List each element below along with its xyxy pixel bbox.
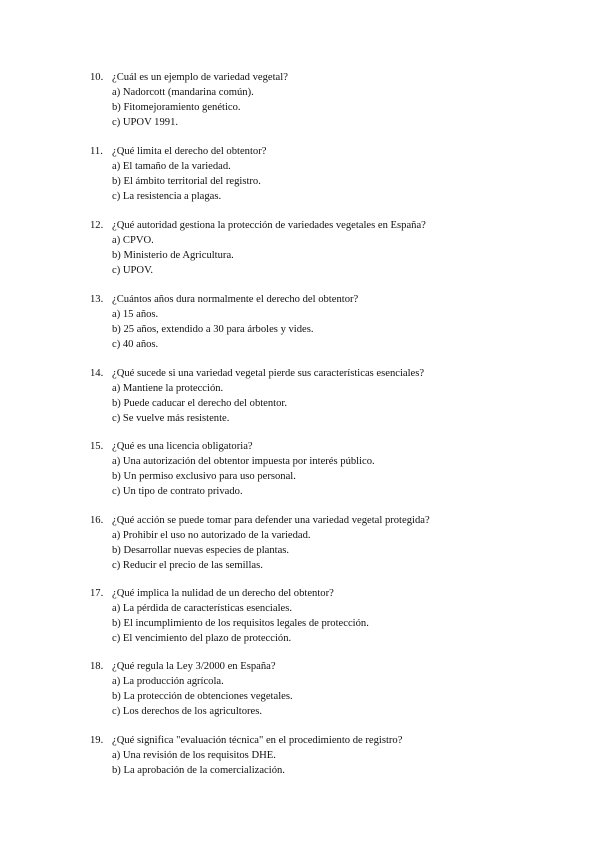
question-text: [90, 586, 570, 601]
question-prompt: ¿Qué acción se puede tomar para defender una variedad vegetal protegida?: [112, 515, 430, 526]
question-13: [90, 292, 570, 352]
answer-option-a: a) Una revisión de los requisitos DHE.: [112, 750, 276, 761]
answer-option-c: c) UPOV.: [112, 265, 154, 276]
question-number: 14.: [90, 368, 104, 379]
question-text: [90, 70, 570, 85]
answer-option-c: c) Un tipo de contrato privado.: [112, 486, 243, 497]
question-prompt: ¿Qué significa "evaluación técnica" en el procedimiento de registro?: [112, 735, 403, 746]
question-number: 12.: [90, 220, 104, 231]
question-11: [90, 144, 570, 204]
question-text: [90, 292, 570, 307]
question-prompt: ¿Qué es una licencia obligatoria?: [112, 441, 253, 452]
answer-option-a: a) La producción agrícola.: [112, 676, 224, 687]
answer-option-a: a) La pérdida de características esenciales.: [112, 603, 292, 614]
question-15: [90, 439, 570, 499]
question-number: 10.: [90, 72, 104, 83]
answer-option-a: a) Mantiene la protección.: [112, 383, 224, 394]
question-prompt: ¿Qué autoridad gestiona la protección de variedades vegetales en España?: [112, 220, 426, 231]
question-prompt: ¿Qué sucede si una variedad vegetal pierde sus características esenciales?: [112, 368, 425, 379]
answer-option-c: c) Reducir el precio de las semillas.: [112, 560, 263, 571]
question-text: [90, 366, 570, 381]
question-18: [90, 659, 570, 719]
answer-option-a: a) 15 años.: [112, 309, 159, 320]
answer-option-b: b) Desarrollar nuevas especies de plantas.: [112, 545, 290, 556]
answer-option-b: b) Puede caducar el derecho del obtentor.: [112, 398, 288, 409]
question-12: [90, 218, 570, 278]
question-14: [90, 366, 570, 426]
answer-option-c: c) 40 años.: [112, 339, 159, 350]
answer-option-b: b) Fitomejoramiento genético.: [112, 102, 241, 113]
question-number: 11.: [90, 146, 103, 157]
question-text: [90, 218, 570, 233]
question-prompt: ¿Qué implica la nulidad de un derecho del obtentor?: [112, 588, 334, 599]
answer-option-c: c) UPOV 1991.: [112, 117, 179, 128]
question-16: [90, 513, 570, 573]
answer-option-a: a) CPVO.: [112, 235, 154, 246]
answer-option-a: a) Prohibir el uso no autorizado de la variedad.: [112, 530, 311, 541]
question-number: 18.: [90, 661, 104, 672]
answer-option-c: c) Los derechos de los agricultores.: [112, 706, 263, 717]
answer-option-b: b) Ministerio de Agricultura.: [112, 250, 234, 261]
question-text: [90, 439, 570, 454]
question-text: [90, 659, 570, 674]
question-prompt: ¿Qué limita el derecho del obtentor?: [112, 146, 267, 157]
answer-option-a: a) Nadorcott (mandarina común).: [112, 87, 254, 98]
answer-option-a: a) El tamaño de la variedad.: [112, 161, 231, 172]
question-prompt: ¿Qué regula la Ley 3/2000 en España?: [112, 661, 276, 672]
answer-option-b: b) 25 años, extendido a 30 para árboles y vides.: [112, 324, 314, 335]
question-prompt: ¿Cuántos años dura normalmente el derecho del obtentor?: [112, 294, 359, 305]
answer-option-c: c) El vencimiento del plazo de protección.: [112, 633, 292, 644]
question-number: 16.: [90, 515, 104, 526]
question-text: [90, 733, 570, 748]
answer-option-b: b) El incumplimiento de los requisitos legales de protección.: [112, 618, 369, 629]
question-number: 19.: [90, 735, 104, 746]
answer-option-c: c) Se vuelve más resistente.: [112, 413, 230, 424]
question-text: [90, 144, 570, 159]
question-prompt: ¿Cuál es un ejemplo de variedad vegetal?: [112, 72, 288, 83]
question-17: [90, 586, 570, 646]
question-text: [90, 513, 570, 528]
answer-option-b: b) La protección de obtenciones vegetales.: [112, 691, 293, 702]
question-number: 15.: [90, 441, 104, 452]
question-10: [90, 70, 570, 130]
answer-option-a: a) Una autorización del obtentor impuesta por interés público.: [112, 456, 375, 467]
answer-option-b: b) Un permiso exclusivo para uso personal.: [112, 471, 296, 482]
answer-option-b: b) El ámbito territorial del registro.: [112, 176, 261, 187]
answer-option-b: b) La aprobación de la comercialización.: [112, 765, 285, 776]
question-19: [90, 733, 570, 778]
answer-option-c: c) La resistencia a plagas.: [112, 191, 222, 202]
question-number: 17.: [90, 588, 104, 599]
question-number: 13.: [90, 294, 104, 305]
